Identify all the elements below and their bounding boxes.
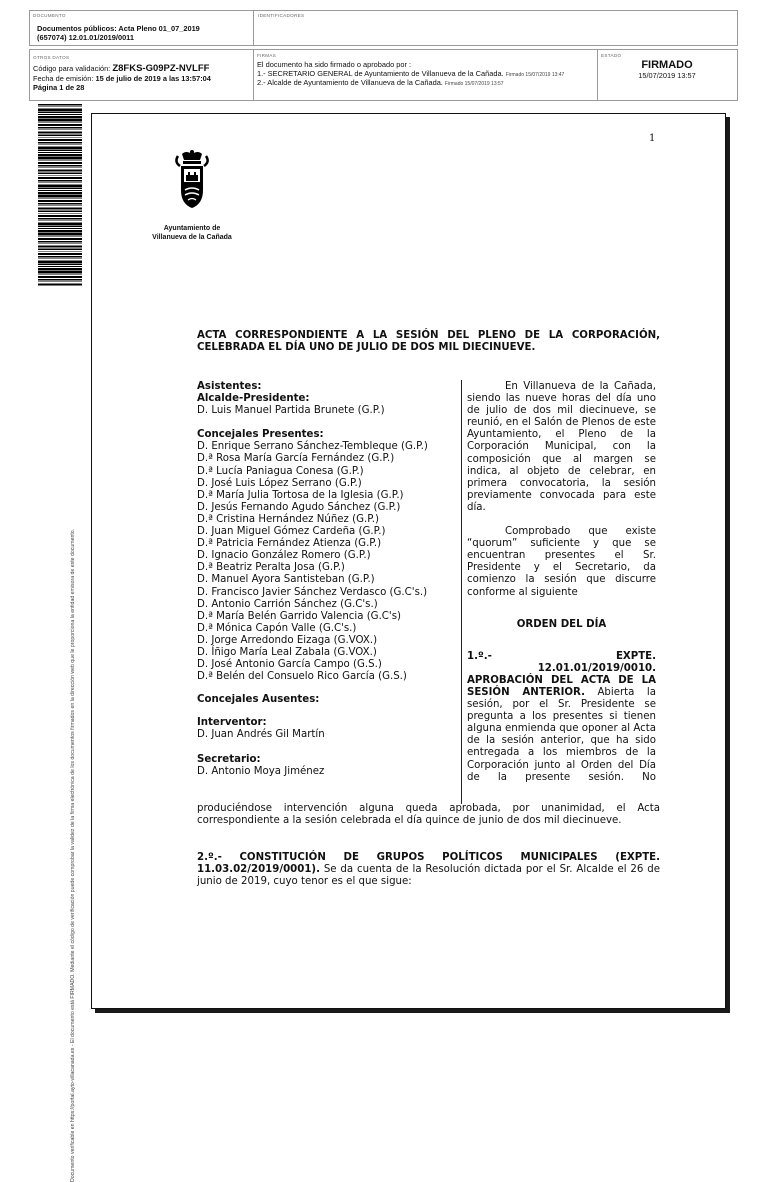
secretario-heading: Secretario: bbox=[197, 753, 261, 765]
concejal-item: D. Ignacio González Romero (G.P.) bbox=[197, 550, 371, 562]
concejal-item: D. Enrique Serrano Sánchez-Tembleque (G.P.) bbox=[197, 441, 428, 453]
column-separator bbox=[461, 380, 462, 804]
attendees-column bbox=[197, 381, 457, 778]
item2-paragraph bbox=[197, 852, 660, 888]
concejal-item: D.ª María Belén Garrido Valencia (G.C's) bbox=[197, 610, 401, 622]
codigo-value[interactable]: Z8FKS-G09PZ-NVLFF bbox=[112, 63, 210, 74]
opening-paragraph: En Villanueva de la Cañada, siendo las nueve horas del día uno de julio de dos mil diecinueve, se reunió, en el Salón de Plenos de este Ayuntamiento, el Pleno de la Corporación Municipal, con la composición que al margen se indica, al objeto de celebrar, en primera convocatoria, la sesión previamente convocada para este día. bbox=[467, 381, 656, 513]
codigo-prefix: Código para validación: bbox=[33, 64, 111, 73]
fecha-prefix: Fecha de emisión: bbox=[33, 74, 94, 83]
secretario-name: D. Antonio Moya Jiménez bbox=[197, 765, 325, 777]
concejal-item: D.ª Belén del Consuelo Rico García (G.S.) bbox=[197, 671, 407, 683]
item1-title-b: SESIÓN ANTERIOR. bbox=[467, 686, 585, 698]
session-column bbox=[467, 381, 656, 784]
firmas-label: FIRMAS bbox=[257, 53, 277, 58]
concejal-item: D. Jorge Arredondo Eizaga (G.VOX.) bbox=[197, 634, 378, 646]
continuation-line2: correspondiente a la sesión celebrada el día quince de junio de dos mil diecinueve. bbox=[197, 815, 622, 827]
identificadores-label: IDENTIFICADORES bbox=[258, 13, 305, 18]
item1-head bbox=[467, 651, 656, 663]
page-number: 1 bbox=[649, 133, 656, 144]
pagina: Página 1 de 28 bbox=[33, 83, 85, 92]
estado-label: ESTADO bbox=[601, 53, 622, 58]
firma-2-text: 2.- Alcalde de Ayuntamiento de Villanueva de la Cañada. bbox=[257, 78, 443, 87]
codigo-validacion bbox=[33, 64, 209, 73]
estado-value: FIRMADO bbox=[641, 59, 693, 71]
interventor-heading: Interventor: bbox=[197, 717, 267, 729]
concejal-item: D.ª Beatriz Peralta Josa (G.P.) bbox=[197, 562, 345, 574]
firma-1-text: 1.- SECRETARIO GENERAL de Ayuntamiento de Villanueva de la Cañada. bbox=[257, 69, 504, 78]
item1-number: 1.º.- bbox=[467, 650, 492, 662]
acta-title-line1: ACTA CORRESPONDIENTE A LA SESIÓN DEL PLENO DE LA CORPORACIÓN, bbox=[197, 330, 660, 341]
ayuntamiento-logo bbox=[168, 148, 216, 224]
item2-text: Se da cuenta de la Resolución dictada por el Sr. Alcalde el 26 de junio de 2019, cuyo tenor es el que sigue: bbox=[197, 864, 660, 888]
concejales-heading: Concejales Presentes: bbox=[197, 429, 324, 441]
acta-title bbox=[197, 330, 660, 354]
concejal-item: D.ª Mónica Capón Valle (G.C's.) bbox=[197, 622, 357, 634]
documento-line1: Documentos públicos: Acta Pleno 01_07_2019 bbox=[37, 24, 200, 33]
firma-2-date: Firmado 15/07/2019 13:57 bbox=[444, 81, 504, 87]
alcalde-name: D. Luis Manuel Partida Brunete (G.P.) bbox=[197, 405, 385, 417]
fecha-value: 15 de julio de 2019 a las 13:57:04 bbox=[95, 74, 211, 83]
concejal-item: D. Juan Miguel Gómez Cardeña (G.P.) bbox=[197, 526, 386, 538]
concejal-item: D. José Antonio García Campo (G.S.) bbox=[197, 659, 382, 671]
item1-body bbox=[467, 687, 656, 784]
logo-line2: Villanueva de la Cañada bbox=[152, 234, 232, 241]
continuation-line1: produciéndose intervención alguna queda aprobada, por unanimidad, el Acta bbox=[197, 803, 660, 814]
quorum-paragraph: Comprobado que existe “quorum” suficiente y que se encuentran presentes el Sr. Presidente y el Secretario, da comienzo la sesión que discurre conforme al siguiente bbox=[467, 526, 656, 598]
concejal-item: D.ª Lucía Paniagua Conesa (G.P.) bbox=[197, 465, 364, 477]
header-divider bbox=[253, 10, 254, 45]
concejal-item: D.ª María Julia Tortosa de la Iglesia (G.P.) bbox=[197, 489, 404, 501]
item1-code: 12.01.01/2019/0010. bbox=[537, 662, 656, 674]
verification-side-text: Documento verificable en https://portal.ayto-villacanada.es - El documento está FIRMADO. Mediante el código de verificación puede comprobar la validez de la firma electrónica de los documentos firmados en la dirección web que le proporciona la entidad emisora de este documento. bbox=[70, 528, 76, 1182]
asistentes-heading: Asistentes: bbox=[197, 381, 262, 392]
interventor-name: D. Juan Andrés Gil Martín bbox=[197, 729, 325, 741]
alcalde-heading: Alcalde-Presidente: bbox=[197, 393, 310, 405]
coat-of-arms-icon bbox=[168, 148, 216, 224]
concejal-item: D. José Luis López Serrano (G.P.) bbox=[197, 477, 362, 489]
documento-line2: (657074) 12.01.01/2019/0011 bbox=[37, 33, 134, 42]
concejal-item: D. Íñigo María Leal Zabala (G.VOX.) bbox=[197, 646, 377, 658]
header-divider-2 bbox=[253, 49, 254, 100]
item2-title: 2.º.- CONSTITUCIÓN DE GRUPOS POLÍTICOS MUNICIPALES (EXPTE. 11.03.02/2019/0001). bbox=[197, 852, 660, 876]
acta-title-line2: CELEBRADA EL DÍA UNO DE JULIO DE DOS MIL DIECINUEVE. bbox=[197, 342, 536, 354]
concejal-item: D.ª Patricia Fernández Atienza (G.P.) bbox=[197, 538, 382, 550]
concejal-item: D.ª Rosa María García Fernández (G.P.) bbox=[197, 453, 395, 465]
concejal-item: D. Jesús Fernando Agudo Sánchez (G.P.) bbox=[197, 501, 401, 513]
orden-del-dia-heading: ORDEN DEL DÍA bbox=[516, 618, 607, 630]
concejal-item: D. Francisco Javier Sánchez Verdasco (G.C's.) bbox=[197, 586, 428, 598]
item1-expte: EXPTE. bbox=[615, 650, 656, 662]
documento-label: DOCUMENTO bbox=[33, 13, 66, 18]
firma-2 bbox=[257, 78, 504, 89]
item1-title-a: APROBACIÓN DEL ACTA DE LA bbox=[467, 674, 656, 686]
concejal-item: D. Manuel Ayora Santisteban (G.P.) bbox=[197, 574, 375, 586]
estado-date: 15/07/2019 13:57 bbox=[638, 71, 696, 80]
ausentes-heading: Concejales Ausentes: bbox=[197, 694, 320, 706]
item1-text: Abierta la sesión, por el Sr. Presidente se pregunta a los presentes si tienen alguna enmienda que oponer al Acta de la sesión anterior, que ha sido entregada a los miembros de la Corporación junto al Orden del Día de la presente sesión. No bbox=[467, 686, 656, 783]
firmas-intro: El documento ha sido firmado o aprobado por : bbox=[257, 60, 412, 69]
fecha-emision bbox=[33, 74, 211, 83]
item1-continuation bbox=[197, 803, 660, 827]
logo-line1: Ayuntamiento de bbox=[163, 225, 221, 232]
firma-1-date: Firmado 15/07/2019 13:47 bbox=[505, 72, 565, 78]
concejal-item: D.ª Cristina Hernández Núñez (G.P.) bbox=[197, 513, 379, 525]
concejal-item: D. Antonio Carrión Sánchez (G.C's.) bbox=[197, 598, 378, 610]
otros-datos-label: OTROS DATOS bbox=[33, 55, 70, 60]
